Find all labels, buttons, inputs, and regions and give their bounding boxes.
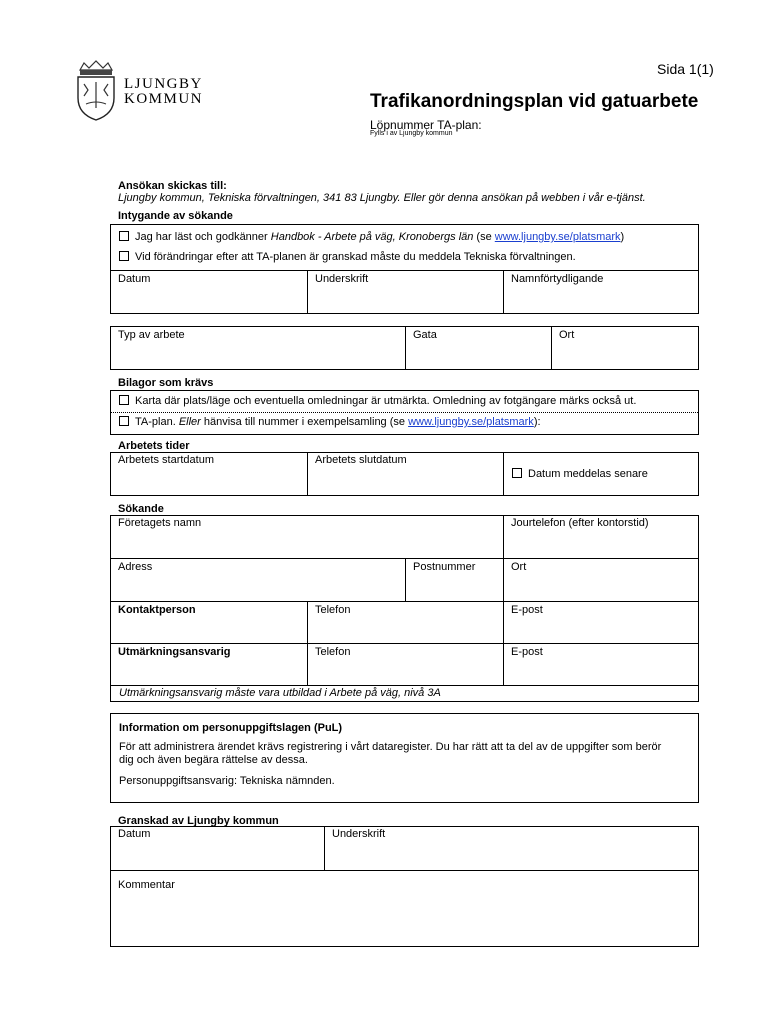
kontakt-telefon-field[interactable] [307, 601, 503, 643]
utm-telefon-field[interactable] [307, 643, 503, 686]
ansokan-text: Ljungby kommun, Tekniska förvaltningen, 341 83 Ljungby. Eller gör denna ansökan på webben i vår e-tjänst. [118, 192, 646, 204]
jourtelefon-field[interactable] [503, 516, 698, 559]
bilagor-item2-mid: hänvisa till nummer i exempelsamling (se [200, 416, 409, 428]
intygande-underskrift-field[interactable] [307, 270, 503, 314]
utm-telefon-label: Telefon [315, 646, 351, 658]
slutdatum-field[interactable] [307, 453, 503, 495]
postnummer-field[interactable] [405, 558, 503, 601]
gata-field[interactable] [405, 327, 551, 369]
kontaktperson-field[interactable] [111, 601, 307, 643]
gata-label: Gata [413, 329, 437, 341]
tider-title: Arbetets tider [118, 440, 190, 452]
granskad-box [110, 826, 699, 947]
check1-text-handbok: Handbok - Arbete på väg, Kronobergs län [270, 231, 474, 243]
startdatum-field[interactable] [111, 453, 307, 495]
sokande-title: Sökande [118, 503, 164, 515]
pul-box [110, 713, 699, 803]
checkbox-karta[interactable] [119, 395, 129, 405]
checkbox-ta-plan[interactable] [119, 416, 129, 426]
utm-note: Utmärkningsansvarig måste vara utbildad i Arbete på väg, nivå 3A [119, 687, 441, 699]
granskad-datum-label: Datum [118, 828, 151, 840]
bilagor-item2-eller: Eller [178, 416, 201, 428]
utmarkningsansvarig-field[interactable] [111, 643, 307, 686]
intygande-check1-row [119, 231, 624, 243]
underskrift-label: Underskrift [315, 273, 369, 285]
check1-text-post: ) [620, 231, 625, 243]
jourtelefon-label: Jourtelefon (efter kontorstid) [511, 517, 649, 529]
logo-line-1: LJUNGBY [124, 76, 203, 92]
bilagor-item1-text: Karta där plats/läge och eventuella omledningar är utmärkta. Omledning av fotgängare märks också ut. [135, 395, 637, 407]
arbete-ort-label: Ort [559, 329, 575, 341]
sokande-box [110, 515, 699, 702]
intygande-datum-field[interactable] [111, 270, 307, 314]
granskad-title: Granskad av Ljungby kommun [118, 815, 279, 827]
adress-label: Adress [118, 561, 153, 573]
check1-text-mid: (se [473, 231, 495, 243]
sokande-ort-label: Ort [511, 561, 527, 573]
bilagor-item2-row [119, 416, 541, 428]
pul-text-3: Personuppgiftsansvarig: Tekniska nämnden. [119, 775, 335, 787]
kontakt-epost-field[interactable] [503, 601, 698, 643]
platsmark-link-1[interactable]: www.ljungby.se/platsmark [494, 231, 621, 243]
check1-text-pre: Jag har läst och godkänner [135, 231, 271, 243]
pul-text-1: För att administrera ärendet krävs registrering i vårt dataregister. Du har rätt att ta del av de uppgifter som berör [119, 741, 662, 753]
bilagor-item2-pre: TA-plan. [135, 416, 179, 428]
intygande-box [110, 224, 699, 314]
datum-senare-label: Datum meddelas senare [528, 468, 648, 480]
checkbox-datum-senare[interactable] [512, 468, 522, 478]
foretagets-namn-label: Företagets namn [118, 517, 202, 529]
typ-av-arbete-label: Typ av arbete [118, 329, 185, 341]
page-title: Trafikanordningsplan vid gatuarbete [370, 91, 699, 112]
intygande-namn-field[interactable] [503, 270, 699, 314]
kontakt-telefon-label: Telefon [315, 604, 351, 616]
granskad-underskrift-field[interactable] [324, 827, 698, 870]
foretagets-namn-field[interactable] [111, 516, 503, 559]
tider-box [110, 452, 699, 496]
checkbox-forandringar[interactable] [119, 251, 129, 261]
kontakt-epost-label: E-post [511, 604, 543, 616]
checkbox-handbok[interactable] [119, 231, 129, 241]
bilagor-box [110, 390, 699, 435]
check2-text: Vid förändringar efter att TA-planen är granskad måste du meddela Tekniska förvaltningen. [135, 251, 576, 263]
datum-senare-cell [503, 453, 698, 495]
pul-title: Information om personuppgiftslagen (PuL) [119, 722, 343, 734]
utm-epost-label: E-post [511, 646, 543, 658]
typ-av-arbete-field[interactable] [111, 327, 405, 369]
kommentar-label: Kommentar [118, 879, 175, 891]
slutdatum-label: Arbetets slutdatum [315, 454, 407, 466]
ansokan-title: Ansökan skickas till: [118, 180, 227, 192]
page-number: Sida 1(1) [657, 61, 714, 77]
datum-senare-row [512, 468, 648, 480]
platsmark-link-2[interactable]: www.ljungby.se/platsmark [408, 416, 534, 428]
coat-of-arms-icon [74, 60, 118, 122]
logo-text [124, 77, 203, 107]
arbete-ort-field[interactable] [551, 327, 698, 369]
lopnummer-note: Fylls i av Ljungby kommun [370, 130, 453, 137]
sokande-ort-field[interactable] [503, 558, 698, 601]
bilagor-item1-row [119, 395, 636, 407]
intygande-title: Intygande av sökande [118, 210, 233, 222]
utmarkningsansvarig-label: Utmärkningsansvarig [118, 646, 231, 658]
kontaktperson-label: Kontaktperson [118, 604, 196, 616]
datum-label: Datum [118, 273, 151, 285]
adress-field[interactable] [111, 558, 405, 601]
namnfortydligande-label: Namnförtydligande [511, 273, 604, 285]
postnummer-label: Postnummer [413, 561, 476, 573]
lopnummer-label: Löpnummer TA-plan: [370, 118, 482, 132]
startdatum-label: Arbetets startdatum [118, 454, 214, 466]
bilagor-title: Bilagor som krävs [118, 377, 214, 389]
kommentar-field[interactable] [111, 870, 698, 946]
granskad-datum-field[interactable] [111, 827, 324, 870]
arbete-box [110, 326, 699, 370]
logo-line-2: KOMMUN [124, 91, 204, 107]
bilagor-item2-post: ): [533, 416, 541, 428]
intygande-check2-row [119, 251, 576, 263]
pul-text-2: dig och även begära rättelse av dessa. [119, 754, 308, 766]
granskad-underskrift-label: Underskrift [332, 828, 386, 840]
utm-epost-field[interactable] [503, 643, 698, 686]
